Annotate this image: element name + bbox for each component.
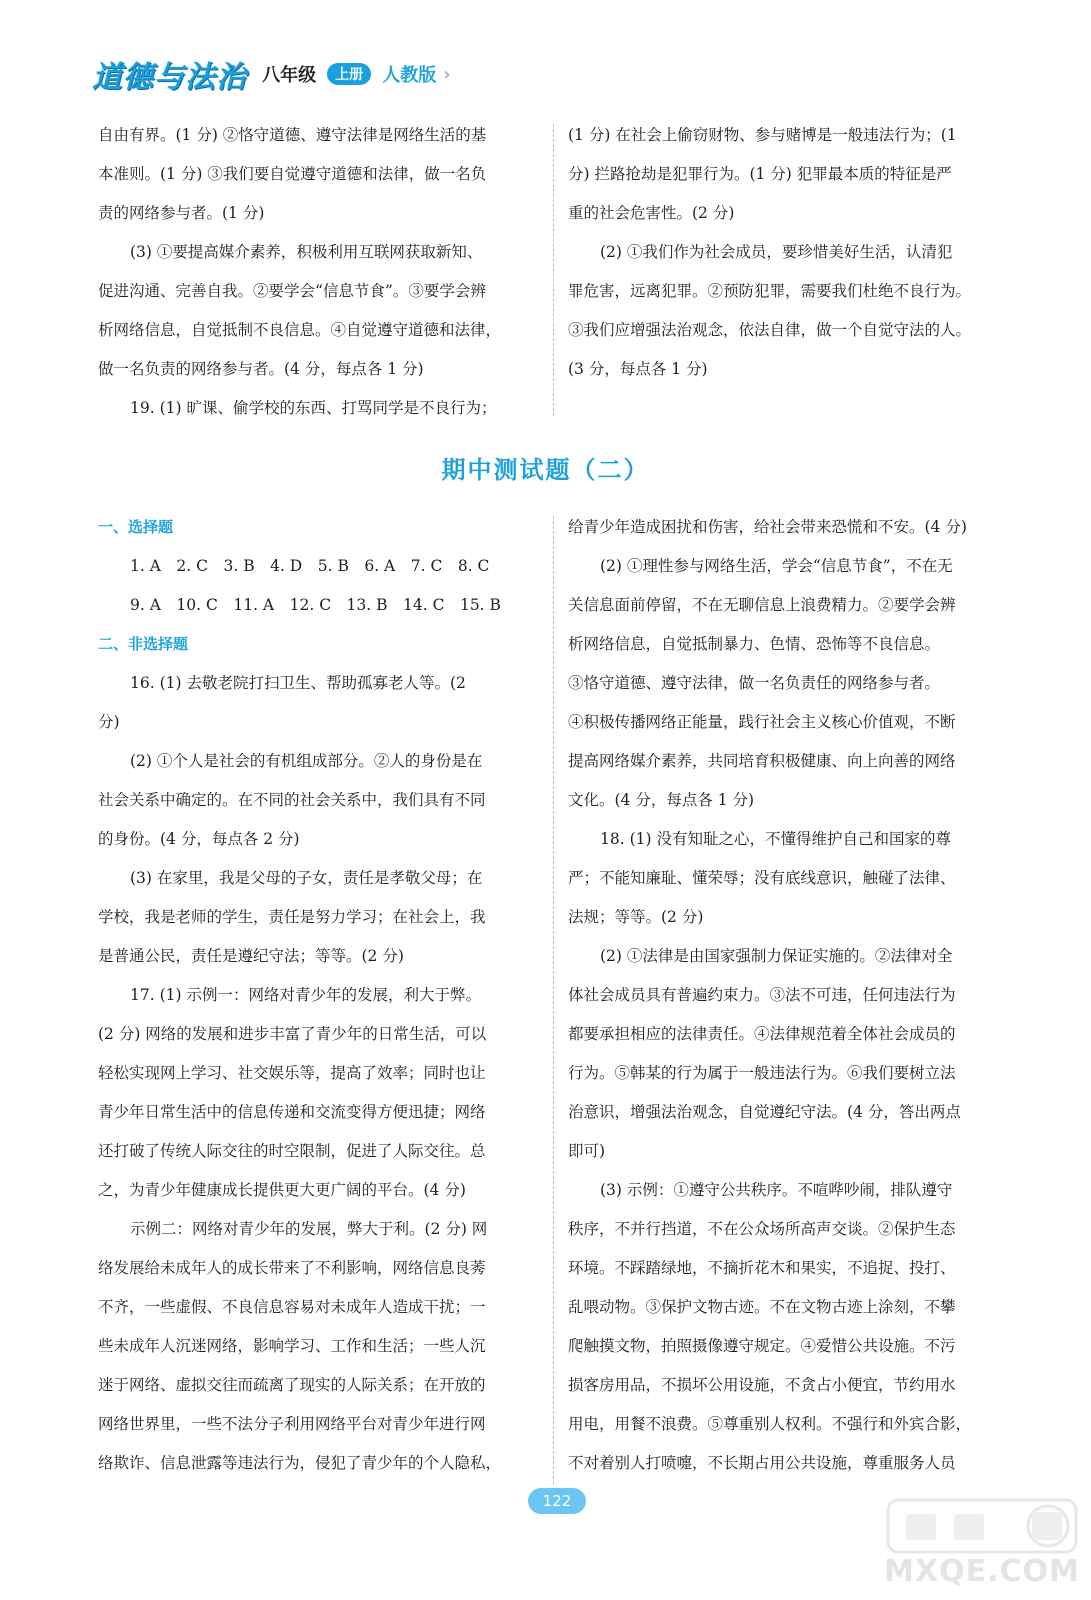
text-line: ③我们应增强法治观念，依法自律，做一个自觉守法的人。	[568, 321, 972, 339]
text-line: 示例二：网络对青少年的发展，弊大于利。(2 分) 网	[130, 1220, 488, 1238]
text-line: 络发展给未成年人的成长带来了不利影响，网络信息良莠	[98, 1259, 486, 1277]
page-header	[92, 52, 451, 96]
text-line: 用电，用餐不浪费。⑤尊重别人权利。不强行和外宾合影，	[568, 1415, 972, 1433]
text-line: 分)	[98, 713, 120, 731]
text-line: 络欺诈、信息泄露等违法行为，侵犯了青少年的个人隐私，	[98, 1454, 502, 1472]
text-line: 做一名负责的网络参与者。(4 分，每点各 1 分)	[98, 360, 424, 378]
text-line: 学校，我是老师的学生，责任是努力学习；在社会上，我	[98, 908, 486, 926]
watermark-logo-icon	[882, 1496, 1082, 1556]
text-line: (3) 示例：①遵守公共秩序。不喧哗吵闹，排队遵守	[600, 1181, 953, 1199]
text-line: 之，为青少年健康成长提供更大更广阔的平台。(4 分)	[98, 1181, 466, 1199]
text-line: ③恪守道德、遵守法律，做一名负责任的网络参与者。	[568, 674, 941, 692]
text-line: 行为。⑤韩某的行为属于一般违法行为。⑥我们要树立法	[568, 1064, 956, 1082]
text-line: 9. A 10. C 11. A 12. C 13. B 14. C 15. B	[130, 596, 501, 614]
text-line: 提高网络媒介素养，共同培育积极健康、向上向善的网络	[568, 752, 956, 770]
text-line: 17. (1) 示例一：网络对青少年的发展，利大于弊。	[130, 986, 481, 1004]
text-line: 给青少年造成困扰和伤害，给社会带来恐慌和不安。(4 分)	[568, 518, 967, 536]
text-line: 轻松实现网上学习、社交娱乐等，提高了效率；同时也让	[98, 1064, 486, 1082]
text-line: 1. A 2. C 3. B 4. D 5. B 6. A 7. C 8. C	[130, 557, 490, 575]
text-line: 治意识，增强法治观念，自觉遵纪守法。(4 分，答出两点	[568, 1103, 961, 1121]
text-line: 的身份。(4 分，每点各 2 分)	[98, 830, 300, 848]
text-line: 促进沟通、完善自我。②要学会“信息节食”。③要学会辨	[98, 282, 486, 300]
text-line: 损客房用品，不损坏公用设施，不贪占小便宜，节约用水	[568, 1376, 956, 1394]
chevron-right-icon: ›	[443, 63, 451, 85]
section-title: 期中测试题（二）	[441, 456, 650, 484]
text-line: 责的网络参与者。(1 分)	[98, 204, 265, 222]
text-line: 爬触摸文物，拍照摄像遵守规定。④爱惜公共设施。不污	[568, 1337, 956, 1355]
text-line: 些未成年人沉迷网络，影响学习、工作和生活；一些人沉	[98, 1337, 486, 1355]
watermark-url: MXQE.COM	[884, 1554, 1080, 1589]
text-line: (2) ①法律是由国家强制力保证实施的。②法律对全	[600, 947, 953, 965]
text-line: 析网络信息，自觉抵制不良信息。④自觉遵守道德和法律，	[98, 321, 502, 339]
text-line: 网络世界里，一些不法分子利用网络平台对青少年进行网	[98, 1415, 486, 1433]
text-line: 自由有界。(1 分) ②恪守道德、遵守法律是网络生活的基	[98, 126, 487, 144]
text-line: 文化。(4 分，每点各 1 分)	[568, 791, 755, 809]
text-line: 析网络信息，自觉抵制暴力、色情、恐怖等不良信息。	[568, 635, 941, 653]
text-line: 迷于网络、虚拟交往而疏离了现实的人际关系；在开放的	[98, 1376, 486, 1394]
text-line: 19. (1) 旷课、偷学校的东西、打骂同学是不良行为；	[130, 399, 497, 417]
text-line: ④积极传播网络正能量，践行社会主义核心价值观，不断	[568, 713, 956, 731]
text-line: (2 分) 网络的发展和进步丰富了青少年的日常生活，可以	[98, 1025, 487, 1043]
text-line: 乱喂动物。③保护文物古迹。不在文物古迹上涂刻，不攀	[568, 1298, 956, 1316]
grade-label: 八年级	[262, 65, 317, 86]
text-line: (2) ①我们作为社会成员，要珍惜美好生活，认清犯	[600, 243, 953, 261]
column-divider-bottom	[553, 516, 554, 1484]
text-line: 社会关系中确定的。在不同的社会关系中，我们具有不同	[98, 791, 486, 809]
text-line: (2) ①理性参与网络生活，学会“信息节食”，不在无	[600, 557, 953, 575]
text-line: (2) ①个人是社会的有机组成部分。②人的身份是在	[130, 752, 483, 770]
text-line: 严；不能知廉耻、懂荣辱；没有底线意识，触碰了法律、	[568, 869, 956, 887]
text-line: 一、选择题	[98, 518, 174, 536]
text-line: 不对着别人打喷嚏，不长期占用公共设施，尊重服务人员	[568, 1454, 956, 1472]
volume-badge: 上册	[327, 63, 371, 85]
text-line: 本准则。(1 分) ③我们要自觉遵守道德和法律，做一名负	[98, 165, 487, 183]
publisher-label: 人教版	[382, 65, 437, 86]
text-line: 都要承担相应的法律责任。④法律规范着全体社会成员的	[568, 1025, 956, 1043]
column-divider-top	[553, 124, 554, 416]
text-line: 重的社会危害性。(2 分)	[568, 204, 735, 222]
text-line: 是普通公民，责任是遵纪守法；等等。(2 分)	[98, 947, 404, 965]
text-line: (3) 在家里，我是父母的子女，责任是孝敬父母；在	[130, 869, 483, 887]
text-line: 二、非选择题	[98, 635, 189, 653]
text-line: (1 分) 在社会上偷窃财物、参与赌博是一般违法行为；(1	[568, 126, 957, 144]
page-number-badge: 122	[528, 1488, 586, 1514]
text-line: 关信息面前停留，不在无聊信息上浪费精力。②要学会辨	[568, 596, 956, 614]
text-line: 分) 拦路抢劫是犯罪行为。(1 分) 犯罪最本质的特征是严	[568, 165, 952, 183]
text-line: 18. (1) 没有知耻之心，不懂得维护自己和国家的尊	[600, 830, 951, 848]
text-line: 体社会成员具有普遍约束力。③法不可违，任何违法行为	[568, 986, 956, 1004]
text-line: 还打破了传统人际交往的时空限制，促进了人际交往。总	[98, 1142, 486, 1160]
book-title-logo: 道德与法治	[92, 60, 247, 95]
text-line: 16. (1) 去敬老院打扫卫生、帮助孤寡老人等。(2	[130, 674, 466, 692]
text-line: 环境。不踩踏绿地，不摘折花木和果实，不追捉、投打、	[568, 1259, 956, 1277]
text-line: 即可)	[568, 1142, 606, 1160]
text-line: (3 分，每点各 1 分)	[568, 360, 708, 378]
text-line: 罪危害，远离犯罪。②预防犯罪，需要我们杜绝不良行为。	[568, 282, 972, 300]
text-line: 秩序，不并行挡道，不在公众场所高声交谈。②保护生态	[568, 1220, 956, 1238]
text-line: 法规；等等。(2 分)	[568, 908, 704, 926]
text-line: 不齐，一些虚假、不良信息容易对未成年人造成干扰；一	[98, 1298, 486, 1316]
text-line: 青少年日常生活中的信息传递和交流变得方便迅捷；网络	[98, 1103, 486, 1121]
watermark	[882, 1496, 1082, 1594]
text-line: (3) ①要提高媒介素养，积极利用互联网获取新知、	[130, 243, 483, 261]
